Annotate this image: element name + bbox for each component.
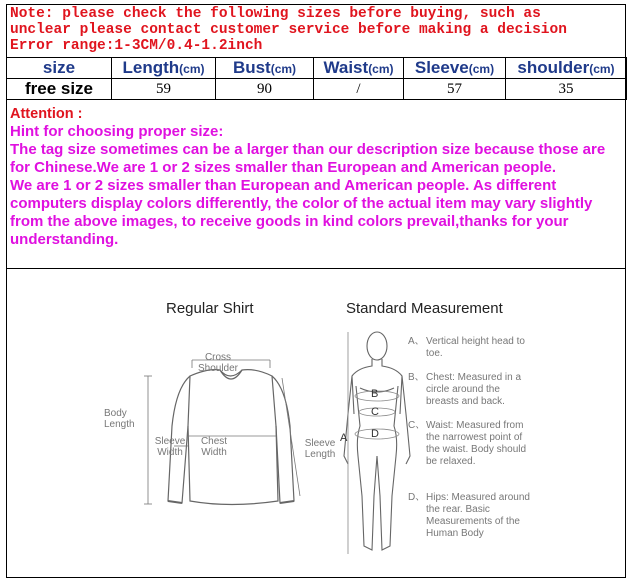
size-table <box>6 57 627 100</box>
body-letter-c: C <box>371 406 379 418</box>
measurement-diagram <box>90 296 540 566</box>
attention-para-2: The tag size sometimes can be a larger than our description size because those are for Chinese.We are 1 or 2 sizes smaller than European and American people. <box>10 141 606 176</box>
measure-text-d: Hips: Measured around the rear. Basic Measurements of the Human Body <box>426 492 530 539</box>
header-sleeve: Sleeve(cm) <box>404 58 506 79</box>
header-waist: Waist(cm) <box>314 58 404 79</box>
header-size: size <box>7 58 112 79</box>
shirt-title: Regular Shirt <box>166 300 254 317</box>
body-letter-b: B <box>371 388 379 400</box>
measure-key-c: C、 <box>408 420 426 431</box>
label-sleeve-width: Sleeve Width <box>154 436 186 458</box>
measure-key-a: A、 <box>408 336 425 347</box>
attention-para-1: Hint for choosing proper size: <box>10 123 224 140</box>
measure-text-a: Vertical height head to toe. <box>426 336 525 359</box>
measure-title: Standard Measurement <box>346 300 503 317</box>
measure-text-c: Waist: Measured from the narrowest point of the waist. Body should be relaxed. <box>426 420 527 467</box>
human-figure-icon <box>344 332 410 550</box>
measure-key-b: B、 <box>408 372 425 383</box>
cell-shoulder: 35 <box>506 79 627 100</box>
attention-para-3: We are 1 or 2 sizes smaller than European and American people. As different computers display colors differently, the color of the actual item may vary slightly from the above images, to receive goods in kind colors prevail,thanks for your understanding. <box>10 177 593 248</box>
attention-title: Attention : <box>10 106 83 122</box>
measure-key-d: D、 <box>408 492 426 503</box>
label-chest-width: Chest Width <box>200 436 228 458</box>
section-divider <box>6 268 626 269</box>
cell-size: free size <box>7 79 112 100</box>
body-letter-a: A <box>340 432 348 444</box>
cell-bust: 90 <box>216 79 314 100</box>
header-length: Length(cm) <box>112 58 216 79</box>
header-shoulder: shoulder(cm) <box>506 58 627 79</box>
size-table-header <box>7 58 627 79</box>
attention-text <box>10 123 622 249</box>
cell-sleeve: 57 <box>404 79 506 100</box>
cell-length: 59 <box>112 79 216 100</box>
body-letter-d: D <box>371 428 379 440</box>
header-bust: Bust(cm) <box>216 58 314 79</box>
label-sleeve-length: Sleeve Length <box>304 438 336 460</box>
cell-waist: / <box>314 79 404 100</box>
note-line-2: unclear please contact customer service before making a decision <box>10 22 567 38</box>
label-cross-shoulder: Cross Shoulder <box>197 352 239 374</box>
note-line-3: Error range:1-3CM/0.4-1.2inch <box>10 38 263 54</box>
label-body-length: Body Length <box>104 408 135 430</box>
table-row <box>7 79 627 100</box>
measure-text-b: Chest: Measured in a circle around the breasts and back. <box>426 372 522 407</box>
size-note <box>10 6 622 54</box>
note-line-1: Note: please check the following sizes before buying, such as <box>10 6 541 22</box>
